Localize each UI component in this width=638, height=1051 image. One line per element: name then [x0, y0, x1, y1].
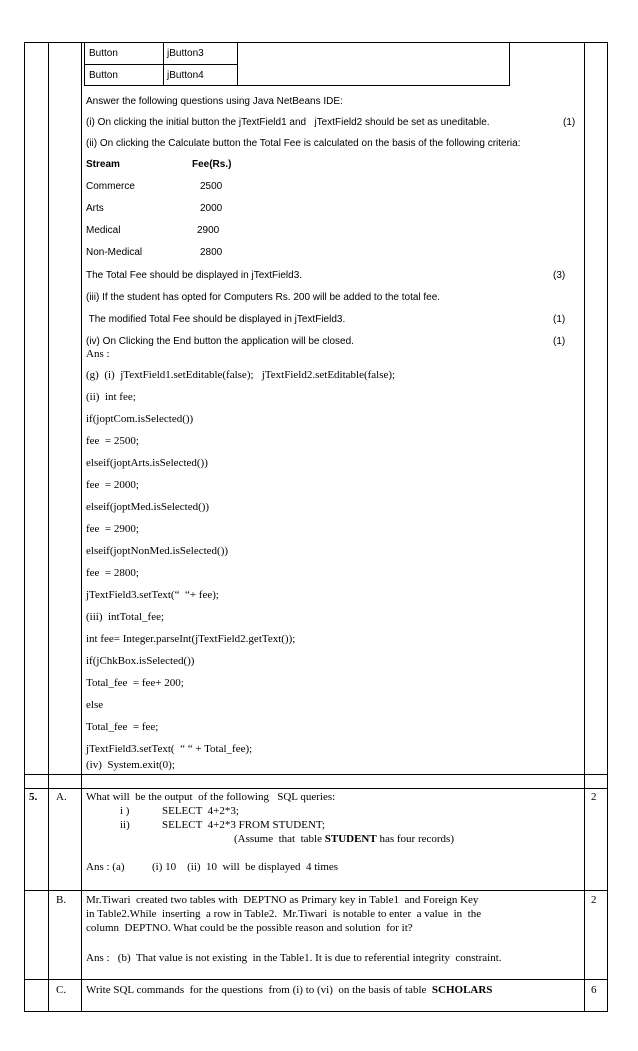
- code-line: fee = 2000;: [86, 479, 139, 491]
- q4-part-i-marks: (1): [563, 117, 576, 128]
- rule-after-5c: [24, 1011, 608, 1012]
- fee-stream-4: Non-Medical: [86, 247, 143, 258]
- fee-header-fee: Fee(Rs.): [192, 159, 232, 170]
- q5c-question-bold: SCHOLARS: [431, 984, 493, 996]
- code-line: fee = 2900;: [86, 523, 139, 535]
- rule-after-5a: [24, 890, 608, 891]
- border-right: [607, 42, 608, 1012]
- q5a-ii-number: ii): [120, 819, 130, 831]
- code-line: (ii) int fee;: [86, 391, 136, 403]
- code-line: jTextField3.setText( “ “ + Total_fee);: [86, 743, 253, 755]
- q4-part-iii: (iii) If the student has opted for Computers Rs. 200 will be added to the total fee.: [86, 292, 441, 303]
- q5c-question: [86, 984, 492, 997]
- rule-after-5b: [24, 979, 608, 980]
- code-line: if(jChkBox.isSelected()): [86, 655, 195, 667]
- code-line: Total_fee = fee;: [86, 721, 159, 733]
- q5b-answer: Ans : (b) That value is not existing in the Table1. It is due to referential integrity constraint.: [86, 952, 502, 964]
- border-col1: [48, 42, 49, 1012]
- q4-part-iv-marks: (1): [553, 336, 566, 347]
- fee-stream-3: Medical: [86, 225, 121, 236]
- q4-answer-label: Ans :: [86, 348, 110, 360]
- border-col2: [81, 42, 82, 1012]
- code-line: elseif(joptArts.isSelected()): [86, 457, 208, 469]
- q5a-marks: 2: [591, 791, 597, 803]
- q5a-assume: [234, 833, 454, 846]
- q5a-assume-post: has four records): [376, 833, 454, 845]
- code-line: int fee= Integer.parseInt(jTextField2.getText());: [86, 633, 296, 645]
- q5a-ii-query: SELECT 4+2*3 FROM STUDENT;: [162, 819, 326, 831]
- q5b-marks: 2: [591, 894, 597, 906]
- q4-intro: Answer the following questions using Java NetBeans IDE:: [86, 96, 343, 107]
- q5a-question: What will be the output of the following SQL queries:: [86, 791, 336, 803]
- fee-header-stream: Stream: [86, 159, 120, 170]
- q4-part-iii-marks: (1): [553, 314, 566, 325]
- q5a-assume-pre: (Assume that table: [234, 833, 325, 845]
- fee-value-1: 2500: [200, 181, 223, 192]
- q4-part-iii-b: The modified Total Fee should be displayed in jTextField3.: [86, 314, 346, 325]
- q5a-label: A.: [56, 791, 67, 803]
- q4-total-fee-line: The Total Fee should be displayed in jTextField3.: [86, 270, 303, 281]
- q4-part-ii: (ii) On clicking the Calculate button the Total Fee is calculated on the basis of the following criteria:: [86, 138, 521, 149]
- q5a-i-query: SELECT 4+2*3;: [162, 805, 239, 817]
- code-line: elseif(joptNonMed.isSelected()): [86, 545, 229, 557]
- fee-value-3: 2900: [197, 225, 220, 236]
- table-cell-name-1: jButton3: [167, 48, 204, 59]
- q4-part-iv: (iv) On Clicking the End button the application will be closed.: [86, 336, 354, 347]
- code-line: (iv) System.exit(0);: [86, 759, 175, 771]
- q4-total-fee-marks: (3): [553, 270, 566, 281]
- q5c-question-pre: Write SQL commands for the questions from (i) to (vi) on the basis of table: [86, 984, 432, 996]
- q5c-label: C.: [56, 984, 67, 996]
- code-line: if(joptCom.isSelected()): [86, 413, 194, 425]
- code-line: jTextField3.setText(“ “+ fee);: [86, 589, 219, 601]
- button-table-row-divider: [85, 64, 237, 65]
- q5b-line-1: Mr.Tiwari created two tables with DEPTNO as Primary key in Table1 and Foreign Key: [86, 894, 479, 906]
- fee-stream-1: Commerce: [86, 181, 135, 192]
- rule-blank-row: [24, 788, 608, 789]
- q5a-assume-bold: STUDENT: [324, 833, 377, 845]
- q5b-label: B.: [56, 894, 67, 906]
- code-line: Total_fee = fee+ 200;: [86, 677, 184, 689]
- q4-part-i: (i) On clicking the initial button the jTextField1 and jTextField2 should be set as uneditable.: [86, 117, 490, 128]
- q5b-line-3: column DEPTNO. What could be the possible reason and solution for it?: [86, 922, 413, 934]
- fee-stream-2: Arts: [86, 203, 104, 214]
- code-line: fee = 2800;: [86, 567, 139, 579]
- q5a-answer: Ans : (a) (i) 10 (ii) 10 will be displayed 4 times: [86, 861, 339, 873]
- rule-q4-end: [24, 774, 608, 775]
- border-col3: [584, 42, 585, 1012]
- q5b-line-2: in Table2.While inserting a row in Table2. Mr.Tiwari is notable to enter a value in the: [86, 908, 482, 920]
- q5-number: 5.: [29, 791, 38, 803]
- q5c-marks: 6: [591, 984, 597, 996]
- fee-value-2: 2000: [200, 203, 223, 214]
- border-left: [24, 42, 25, 1012]
- table-cell-control-2: Button: [89, 70, 118, 81]
- code-line: else: [86, 699, 104, 711]
- code-line: (g) (i) jTextField1.setEditable(false); jTextField2.setEditable(false);: [86, 369, 396, 381]
- fee-value-4: 2800: [200, 247, 223, 258]
- table-cell-control-1: Button: [89, 48, 118, 59]
- code-line: elseif(joptMed.isSelected()): [86, 501, 210, 513]
- button-table: [84, 42, 510, 86]
- code-line: fee = 2500;: [86, 435, 139, 447]
- table-cell-name-2: jButton4: [167, 70, 204, 81]
- code-line: (iii) intTotal_fee;: [86, 611, 165, 623]
- q5a-i-number: i ): [120, 805, 130, 817]
